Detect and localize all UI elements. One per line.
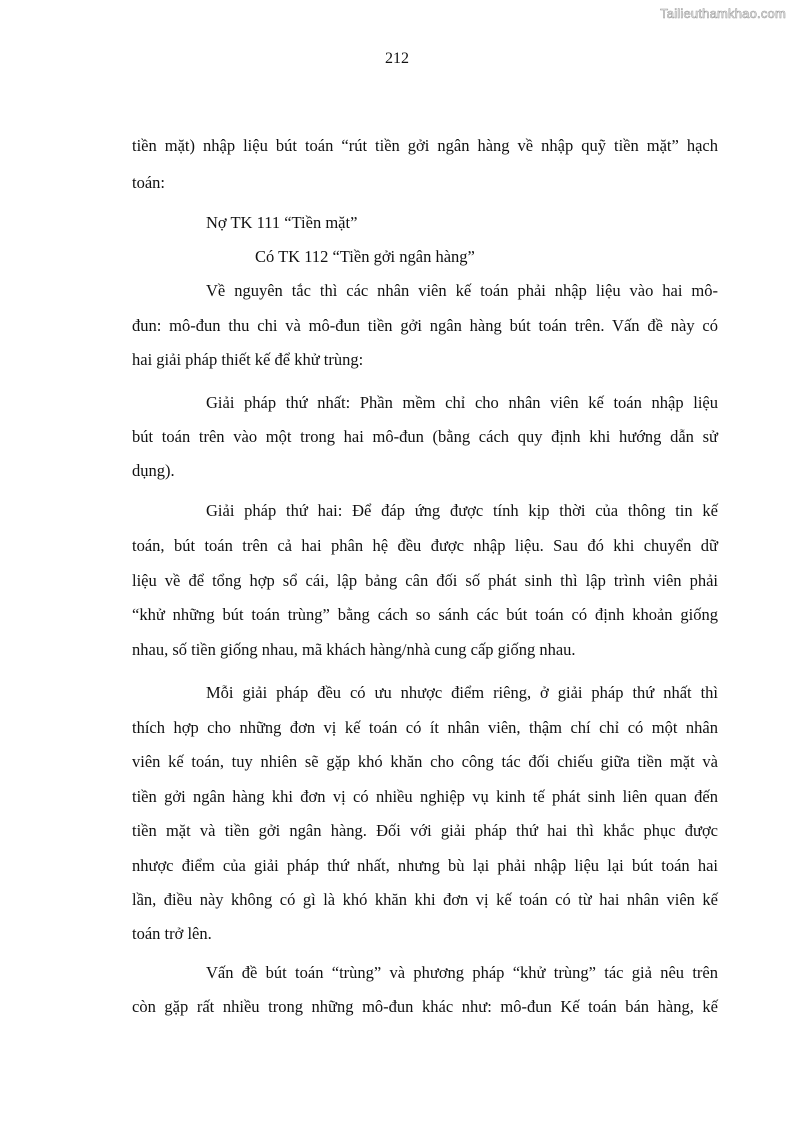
text-line: tiền gởi ngân hàng khi đơn vị có nhiều nghiệp vụ kinh tế phát sinh liên quan đến — [132, 787, 718, 806]
text-line: toán, bút toán trên cả hai phân hệ đều được nhập liệu. Sau đó khi chuyển dữ — [132, 536, 718, 555]
text-line: “khử những bút toán trùng” bằng cách so sánh các bút toán có định khoản giống — [132, 605, 718, 624]
text-line: Về nguyên tắc thì các nhân viên kế toán phải nhập liệu vào hai mô- — [206, 281, 718, 300]
text-line: toán trở lên. — [132, 924, 212, 943]
text-line: còn gặp rất nhiều trong những mô-đun khác như: mô-đun Kế toán bán hàng, kế — [132, 997, 718, 1016]
text-line: viên kế toán, tuy nhiên sẽ gặp khó khăn cho công tác đối chiếu giữa tiền mặt và — [132, 752, 718, 771]
text-line: toán: — [132, 173, 165, 192]
text-line: thích hợp cho những đơn vị kế toán có ít nhân viên, thậm chí chỉ có một nhân — [132, 718, 718, 737]
text-line: dụng). — [132, 461, 175, 480]
text-line: Vấn đề bút toán “trùng” và phương pháp “khử trùng” tác giả nêu trên — [206, 963, 718, 982]
text-line: Có TK 112 “Tiền gởi ngân hàng” — [255, 247, 475, 266]
text-line: nhau, số tiền giống nhau, mã khách hàng/nhà cung cấp giống nhau. — [132, 640, 576, 659]
text-line: tiền mặt và tiền gởi ngân hàng. Đối với giải pháp thứ hai thì khắc phục được — [132, 821, 718, 840]
text-line: bút toán trên vào một trong hai mô-đun (bằng cách quy định khi hướng dẫn sử — [132, 427, 718, 446]
text-line: Giải pháp thứ hai: Để đáp ứng được tính kịp thời của thông tin kế — [206, 501, 718, 520]
text-line: tiền mặt) nhập liệu bút toán “rút tiền gởi ngân hàng về nhập quỹ tiền mặt” hạch — [132, 136, 718, 155]
text-line: Giải pháp thứ nhất: Phần mềm chỉ cho nhân viên kế toán nhập liệu — [206, 393, 718, 412]
text-line: lần, điều này không có gì là khó khăn khi đơn vị kế toán có từ hai nhân viên kế — [132, 890, 718, 909]
text-line: Nợ TK 111 “Tiền mặt” — [206, 213, 358, 232]
text-line: hai giải pháp thiết kế để khử trùng: — [132, 350, 364, 369]
text-line: đun: mô-đun thu chi và mô-đun tiền gởi ngân hàng bút toán trên. Vấn đề này có — [132, 316, 718, 335]
text-line: Mỗi giải pháp đều có ưu nhược điểm riêng, ở giải pháp thứ nhất thì — [206, 683, 718, 702]
page-number: 212 — [385, 50, 409, 67]
watermark: Tailieuthamkhao.com — [660, 6, 786, 21]
text-line: nhược điểm của giải pháp thứ nhất, nhưng bù lại phải nhập liệu lại bút toán hai — [132, 856, 718, 875]
text-line: liệu về để tổng hợp sổ cái, lập bảng cân đối số phát sinh thì lập trình viên phải — [132, 571, 718, 590]
